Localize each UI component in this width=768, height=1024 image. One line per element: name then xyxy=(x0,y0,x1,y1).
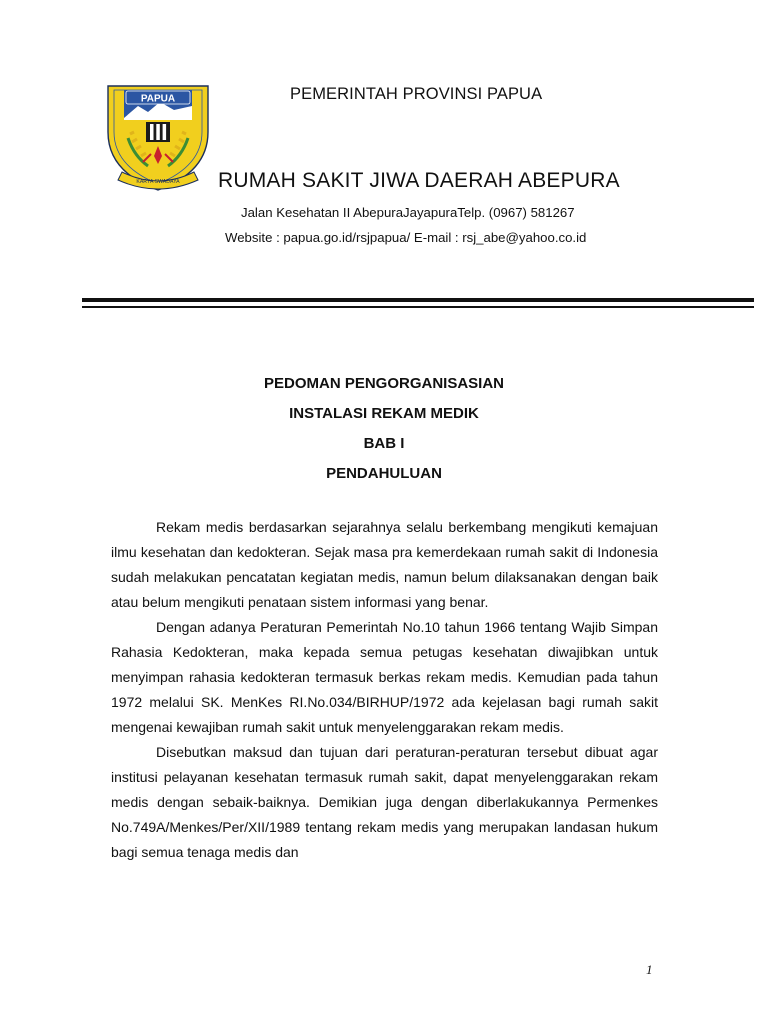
letterhead-divider-thin xyxy=(82,306,754,308)
chapter-title: PENDAHULUAN xyxy=(326,465,442,482)
paragraph: Dengan adanya Peraturan Pemerintah No.10 tahun 1966 tentang Wajib Simpan Rahasia Kedokteran, maka kepada semua petugas kesehatan diwajibkan untuk menyimpan rahasia kedokteran termasuk berkas rekam medis. Kemudian pada tahun 1972 melalui SK. MenKes RI.No.034/BIRHUP/1972 ada kejelasan bagi rumah sakit mengenai kewajiban rumah sakit untuk menyelenggarakan rekam medis. xyxy=(111,619,658,735)
page-number: 1 xyxy=(646,962,653,977)
chapter-number: BAB I xyxy=(363,435,405,452)
paragraph: Rekam medis berdasarkan sejarahnya selalu berkembang mengikuti kemajuan ilmu kesehatan dan kedokteran. Sejak masa pra kemerdekaan rumah sakit di Indonesia sudah melakukan pencatatan kegiatan medis, namun belum dilaksanakan dengan baik atau belum mengikuti penataan sistem informasi yang benar. xyxy=(111,519,658,610)
hospital-address: Jalan Kesehatan II AbepuraJayapuraTelp. (0967) 581267 xyxy=(241,205,575,220)
paragraph: Disebutkan maksud dan tujuan dari peraturan-peraturan tersebut dibuat agar institusi pelayanan kesehatan termasuk rumah sakit, dapat menyelenggarakan rekam medis dengan sebaik-baiknya. Demikian juga dengan diberlakukannya Permenkes No.749A/Menkes/Per/XII/1989 tentang rekam medis yang merupakan landasan hukum bagi semua tenaga medis dan xyxy=(111,744,658,860)
letterhead-divider-thick xyxy=(82,298,754,302)
document-subtitle: INSTALASI REKAM MEDIK xyxy=(289,405,479,422)
hospital-contact: Website : papua.go.id/rsjpapua/ E-mail : rsj_abe@yahoo.co.id xyxy=(225,230,587,245)
document-title: PEDOMAN PENGORGANISASIAN xyxy=(263,375,505,392)
emblem-ribbon-text: KARYA SWADAYA xyxy=(136,179,180,185)
document-body xyxy=(111,515,658,865)
emblem-top-text: PAPUA xyxy=(140,93,176,105)
document-headings xyxy=(0,374,768,494)
government-name: PEMERINTAH PROVINSI PAPUA xyxy=(290,85,543,103)
papua-province-emblem-logo xyxy=(104,76,212,192)
hospital-name: RUMAH SAKIT JIWA DAERAH ABEPURA xyxy=(218,169,620,192)
